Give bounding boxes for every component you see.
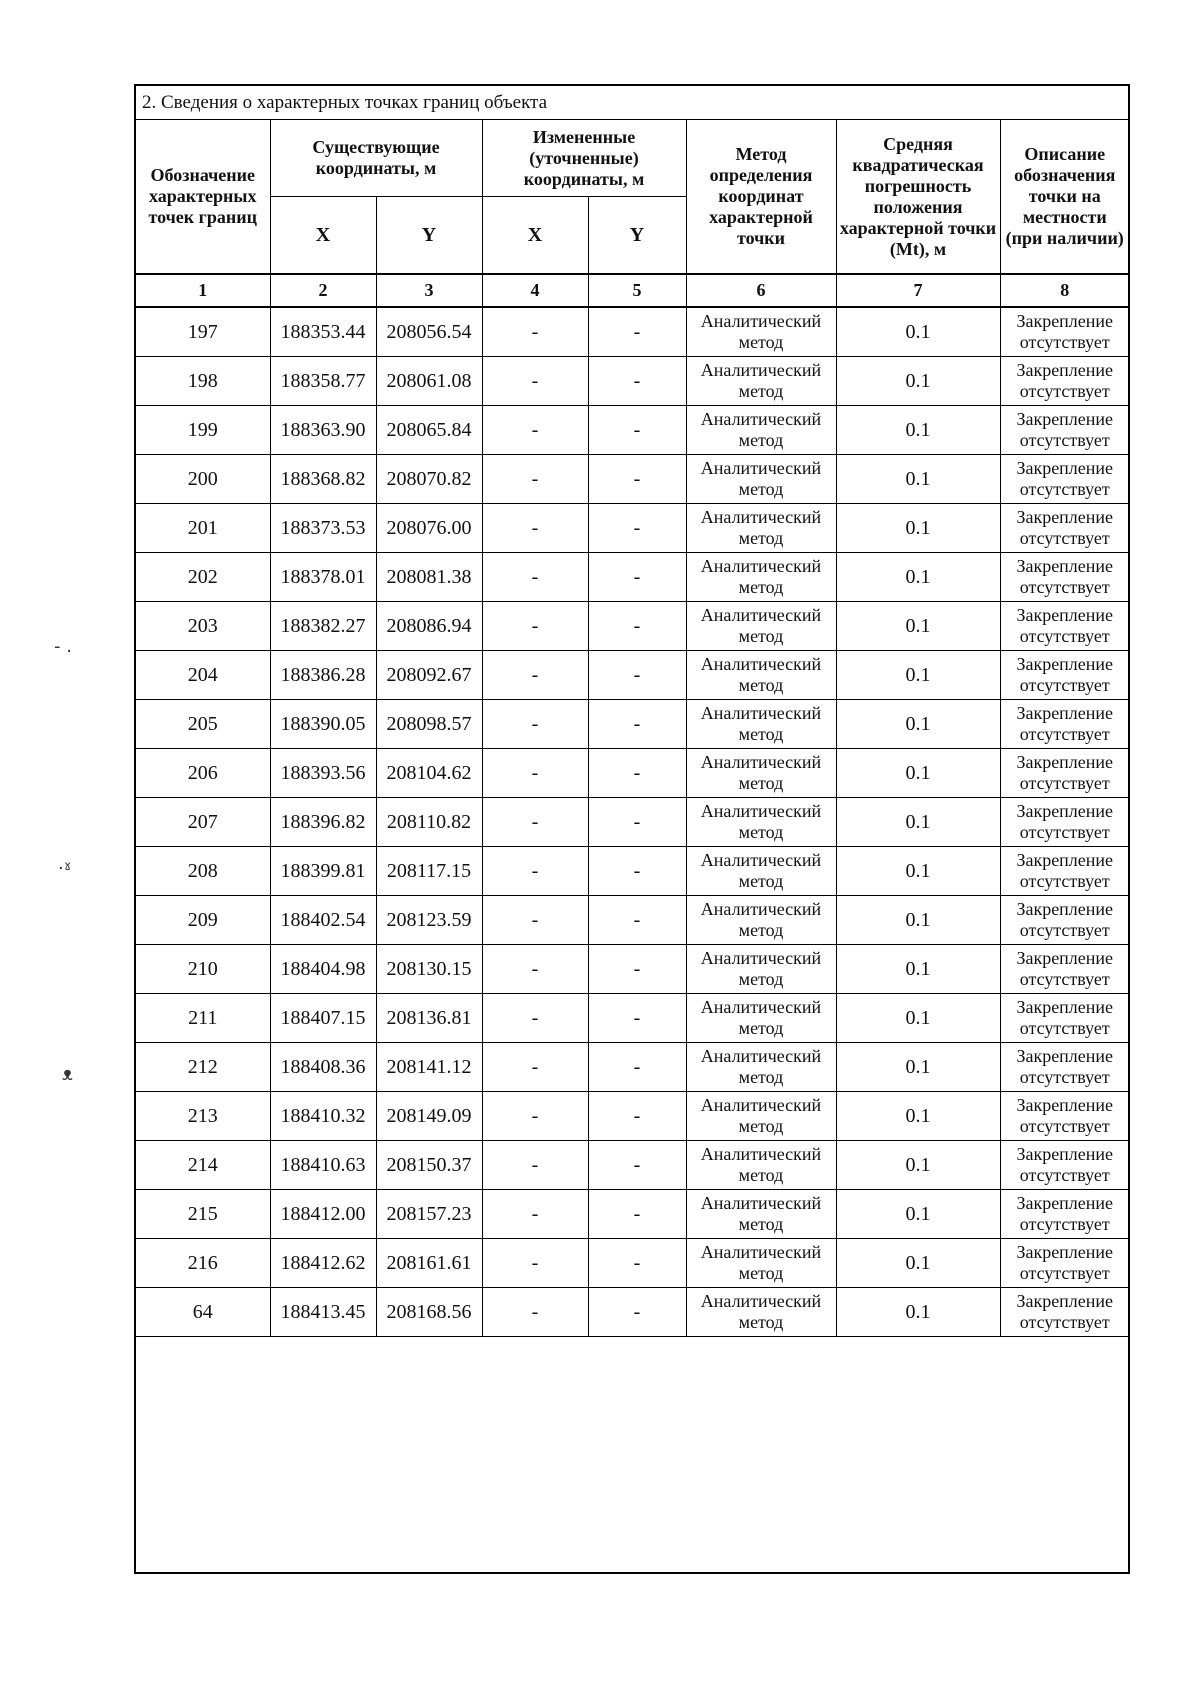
method-cell bbox=[686, 1043, 836, 1092]
x-cell: 188399.81 bbox=[270, 847, 376, 896]
method-cell bbox=[686, 651, 836, 700]
description-cell-line: отсутствует bbox=[1019, 577, 1110, 597]
x-cell: 188382.27 bbox=[270, 602, 376, 651]
y-cell: 208136.81 bbox=[376, 994, 482, 1043]
header-x: X bbox=[482, 197, 588, 275]
x-cell: 188373.53 bbox=[270, 504, 376, 553]
table-row bbox=[136, 896, 1129, 945]
method-cell-line: Аналитический bbox=[700, 1095, 822, 1115]
method-cell bbox=[686, 1141, 836, 1190]
x-cell: 188353.44 bbox=[270, 307, 376, 357]
method-cell-line: метод bbox=[738, 773, 784, 793]
x-cell: 188393.56 bbox=[270, 749, 376, 798]
new-y-cell: - bbox=[588, 994, 686, 1043]
x-cell: 188402.54 bbox=[270, 896, 376, 945]
section-title: 2. Сведения о характерных точках границ объекта bbox=[136, 86, 1128, 120]
description-cell bbox=[1000, 357, 1129, 406]
description-cell-line: Закрепление bbox=[1016, 1144, 1114, 1164]
description-cell-line: отсутствует bbox=[1019, 920, 1110, 940]
method-cell-line: метод bbox=[738, 1263, 784, 1283]
new-x-cell: - bbox=[482, 945, 588, 994]
description-cell bbox=[1000, 504, 1129, 553]
x-cell: 188386.28 bbox=[270, 651, 376, 700]
method-cell-line: метод bbox=[738, 675, 784, 695]
new-y-cell: - bbox=[588, 651, 686, 700]
y-cell: 208098.57 bbox=[376, 700, 482, 749]
y-cell: 208086.94 bbox=[376, 602, 482, 651]
error-cell: 0.1 bbox=[836, 602, 1000, 651]
method-cell-line: метод bbox=[738, 822, 784, 842]
y-cell: 208150.37 bbox=[376, 1141, 482, 1190]
method-cell-line: метод bbox=[738, 1214, 784, 1234]
description-cell bbox=[1000, 602, 1129, 651]
description-cell bbox=[1000, 847, 1129, 896]
point-cell: 64 bbox=[136, 1288, 270, 1337]
column-number: 5 bbox=[588, 274, 686, 307]
method-cell bbox=[686, 307, 836, 357]
method-cell bbox=[686, 700, 836, 749]
new-x-cell: - bbox=[482, 896, 588, 945]
header-point-designation: Обозначение характерных точек границ bbox=[136, 120, 270, 274]
new-y-cell: - bbox=[588, 602, 686, 651]
column-number: 4 bbox=[482, 274, 588, 307]
error-cell: 0.1 bbox=[836, 994, 1000, 1043]
description-cell-line: отсутствует bbox=[1019, 1018, 1110, 1038]
description-cell bbox=[1000, 896, 1129, 945]
new-y-cell: - bbox=[588, 847, 686, 896]
y-cell: 208157.23 bbox=[376, 1190, 482, 1239]
description-cell-line: отсутствует bbox=[1019, 1263, 1110, 1283]
y-cell: 208065.84 bbox=[376, 406, 482, 455]
description-cell-line: отсутствует bbox=[1019, 430, 1110, 450]
method-cell-line: Аналитический bbox=[700, 1144, 822, 1164]
description-cell-line: отсутствует bbox=[1019, 479, 1110, 499]
point-cell: 200 bbox=[136, 455, 270, 504]
method-cell-line: Аналитический bbox=[700, 703, 822, 723]
description-cell-line: отсутствует bbox=[1019, 1067, 1110, 1087]
error-cell: 0.1 bbox=[836, 1190, 1000, 1239]
table-row bbox=[136, 357, 1129, 406]
new-x-cell: - bbox=[482, 455, 588, 504]
description-cell-line: отсутствует bbox=[1019, 1214, 1110, 1234]
table-row bbox=[136, 1092, 1129, 1141]
margin-smudge: ᴥ bbox=[62, 1064, 73, 1085]
header-error: Средняя квадратическая погрешность положения характерной точки (Mt), м bbox=[836, 120, 1000, 274]
description-cell bbox=[1000, 651, 1129, 700]
description-cell-line: Закрепление bbox=[1016, 703, 1114, 723]
new-y-cell: - bbox=[588, 896, 686, 945]
x-cell: 188408.36 bbox=[270, 1043, 376, 1092]
margin-smudge: - . bbox=[54, 636, 72, 657]
error-cell: 0.1 bbox=[836, 896, 1000, 945]
error-cell: 0.1 bbox=[836, 1043, 1000, 1092]
column-number: 7 bbox=[836, 274, 1000, 307]
point-cell: 198 bbox=[136, 357, 270, 406]
new-x-cell: - bbox=[482, 1092, 588, 1141]
point-cell: 210 bbox=[136, 945, 270, 994]
y-cell: 208130.15 bbox=[376, 945, 482, 994]
method-cell-line: метод bbox=[738, 724, 784, 744]
method-cell-line: Аналитический bbox=[700, 605, 822, 625]
description-cell bbox=[1000, 307, 1129, 357]
table-row bbox=[136, 700, 1129, 749]
description-cell bbox=[1000, 994, 1129, 1043]
new-x-cell: - bbox=[482, 1239, 588, 1288]
description-cell-line: отсутствует bbox=[1019, 332, 1110, 352]
new-x-cell: - bbox=[482, 749, 588, 798]
method-cell-line: метод bbox=[738, 1116, 784, 1136]
new-y-cell: - bbox=[588, 1043, 686, 1092]
description-cell-line: Закрепление bbox=[1016, 948, 1114, 968]
method-cell bbox=[686, 1190, 836, 1239]
description-cell bbox=[1000, 455, 1129, 504]
description-cell bbox=[1000, 798, 1129, 847]
table-row bbox=[136, 1043, 1129, 1092]
description-cell-line: Закрепление bbox=[1016, 801, 1114, 821]
new-y-cell: - bbox=[588, 700, 686, 749]
new-y-cell: - bbox=[588, 1239, 686, 1288]
error-cell: 0.1 bbox=[836, 553, 1000, 602]
margin-smudge: ·ˠ bbox=[58, 858, 72, 879]
table-row bbox=[136, 504, 1129, 553]
method-cell bbox=[686, 504, 836, 553]
new-x-cell: - bbox=[482, 994, 588, 1043]
error-cell: 0.1 bbox=[836, 700, 1000, 749]
y-cell: 208081.38 bbox=[376, 553, 482, 602]
error-cell: 0.1 bbox=[836, 798, 1000, 847]
method-cell-line: Аналитический bbox=[700, 850, 822, 870]
description-cell-line: Закрепление bbox=[1016, 605, 1114, 625]
table-row bbox=[136, 307, 1129, 357]
column-number: 2 bbox=[270, 274, 376, 307]
error-cell: 0.1 bbox=[836, 1239, 1000, 1288]
new-y-cell: - bbox=[588, 307, 686, 357]
x-cell: 188413.45 bbox=[270, 1288, 376, 1337]
error-cell: 0.1 bbox=[836, 406, 1000, 455]
point-cell: 213 bbox=[136, 1092, 270, 1141]
description-cell-line: Закрепление bbox=[1016, 1095, 1114, 1115]
header-method: Метод определения координат характерной точки bbox=[686, 120, 836, 274]
y-cell: 208076.00 bbox=[376, 504, 482, 553]
method-cell-line: Аналитический bbox=[700, 458, 822, 478]
description-cell-line: Закрепление bbox=[1016, 507, 1114, 527]
new-y-cell: - bbox=[588, 504, 686, 553]
table-row bbox=[136, 1141, 1129, 1190]
description-cell-line: отсутствует bbox=[1019, 626, 1110, 646]
table-row bbox=[136, 602, 1129, 651]
y-cell: 208117.15 bbox=[376, 847, 482, 896]
table-row bbox=[136, 945, 1129, 994]
description-cell bbox=[1000, 1043, 1129, 1092]
column-number: 8 bbox=[1000, 274, 1129, 307]
y-cell: 208168.56 bbox=[376, 1288, 482, 1337]
description-cell-line: Закрепление bbox=[1016, 458, 1114, 478]
description-cell bbox=[1000, 1190, 1129, 1239]
boundary-points-table bbox=[136, 120, 1129, 1337]
error-cell: 0.1 bbox=[836, 1092, 1000, 1141]
table-row bbox=[136, 553, 1129, 602]
method-cell-line: метод bbox=[738, 871, 784, 891]
method-cell-line: метод bbox=[738, 381, 784, 401]
method-cell-line: Аналитический bbox=[700, 311, 822, 331]
method-cell-line: метод bbox=[738, 1067, 784, 1087]
method-cell bbox=[686, 357, 836, 406]
x-cell: 188396.82 bbox=[270, 798, 376, 847]
y-cell: 208092.67 bbox=[376, 651, 482, 700]
method-cell bbox=[686, 945, 836, 994]
new-x-cell: - bbox=[482, 406, 588, 455]
new-x-cell: - bbox=[482, 1141, 588, 1190]
description-cell bbox=[1000, 1092, 1129, 1141]
description-cell-line: Закрепление bbox=[1016, 899, 1114, 919]
point-cell: 197 bbox=[136, 307, 270, 357]
point-cell: 203 bbox=[136, 602, 270, 651]
point-cell: 202 bbox=[136, 553, 270, 602]
new-y-cell: - bbox=[588, 749, 686, 798]
table-row bbox=[136, 798, 1129, 847]
column-number-row bbox=[136, 274, 1129, 307]
x-cell: 188358.77 bbox=[270, 357, 376, 406]
description-cell-line: отсутствует bbox=[1019, 724, 1110, 744]
point-cell: 212 bbox=[136, 1043, 270, 1092]
method-cell-line: метод bbox=[738, 479, 784, 499]
error-cell: 0.1 bbox=[836, 455, 1000, 504]
description-cell bbox=[1000, 1239, 1129, 1288]
method-cell-line: Аналитический bbox=[700, 1291, 822, 1311]
method-cell-line: метод bbox=[738, 1018, 784, 1038]
point-cell: 215 bbox=[136, 1190, 270, 1239]
description-cell-line: отсутствует bbox=[1019, 969, 1110, 989]
description-cell-line: отсутствует bbox=[1019, 871, 1110, 891]
new-x-cell: - bbox=[482, 1190, 588, 1239]
new-x-cell: - bbox=[482, 307, 588, 357]
table-row bbox=[136, 994, 1129, 1043]
description-cell-line: Закрепление bbox=[1016, 1291, 1114, 1311]
point-cell: 205 bbox=[136, 700, 270, 749]
new-x-cell: - bbox=[482, 504, 588, 553]
column-number: 3 bbox=[376, 274, 482, 307]
new-y-cell: - bbox=[588, 945, 686, 994]
error-cell: 0.1 bbox=[836, 651, 1000, 700]
error-cell: 0.1 bbox=[836, 1141, 1000, 1190]
description-cell-line: Закрепление bbox=[1016, 311, 1114, 331]
method-cell-line: метод bbox=[738, 626, 784, 646]
error-cell: 0.1 bbox=[836, 749, 1000, 798]
new-x-cell: - bbox=[482, 357, 588, 406]
method-cell bbox=[686, 1239, 836, 1288]
y-cell: 208161.61 bbox=[376, 1239, 482, 1288]
table-row bbox=[136, 1239, 1129, 1288]
description-cell-line: Закрепление bbox=[1016, 1242, 1114, 1262]
point-cell: 214 bbox=[136, 1141, 270, 1190]
method-cell-line: Аналитический bbox=[700, 654, 822, 674]
method-cell bbox=[686, 1288, 836, 1337]
method-cell-line: метод bbox=[738, 332, 784, 352]
point-cell: 209 bbox=[136, 896, 270, 945]
x-cell: 188412.00 bbox=[270, 1190, 376, 1239]
method-cell-line: Аналитический bbox=[700, 1242, 822, 1262]
column-number: 1 bbox=[136, 274, 270, 307]
method-cell-line: метод bbox=[738, 430, 784, 450]
new-x-cell: - bbox=[482, 1043, 588, 1092]
table-row bbox=[136, 1190, 1129, 1239]
method-cell bbox=[686, 749, 836, 798]
header-y: Y bbox=[376, 197, 482, 275]
method-cell-line: Аналитический bbox=[700, 507, 822, 527]
error-cell: 0.1 bbox=[836, 357, 1000, 406]
description-cell bbox=[1000, 1288, 1129, 1337]
error-cell: 0.1 bbox=[836, 504, 1000, 553]
method-cell bbox=[686, 798, 836, 847]
point-cell: 207 bbox=[136, 798, 270, 847]
description-cell-line: отсутствует bbox=[1019, 381, 1110, 401]
method-cell-line: метод bbox=[738, 920, 784, 940]
y-cell: 208123.59 bbox=[376, 896, 482, 945]
method-cell-line: Аналитический bbox=[700, 1046, 822, 1066]
point-cell: 208 bbox=[136, 847, 270, 896]
new-x-cell: - bbox=[482, 847, 588, 896]
new-x-cell: - bbox=[482, 700, 588, 749]
table-row bbox=[136, 847, 1129, 896]
description-cell-line: Закрепление bbox=[1016, 752, 1114, 772]
error-cell: 0.1 bbox=[836, 847, 1000, 896]
method-cell bbox=[686, 455, 836, 504]
new-x-cell: - bbox=[482, 798, 588, 847]
document-frame bbox=[134, 84, 1130, 1574]
y-cell: 208061.08 bbox=[376, 357, 482, 406]
x-cell: 188410.32 bbox=[270, 1092, 376, 1141]
method-cell-line: Аналитический bbox=[700, 360, 822, 380]
new-y-cell: - bbox=[588, 798, 686, 847]
error-cell: 0.1 bbox=[836, 1288, 1000, 1337]
y-cell: 208070.82 bbox=[376, 455, 482, 504]
description-cell-line: Закрепление bbox=[1016, 409, 1114, 429]
table-row bbox=[136, 1288, 1129, 1337]
description-cell-line: отсутствует bbox=[1019, 1312, 1110, 1332]
point-cell: 211 bbox=[136, 994, 270, 1043]
method-cell-line: Аналитический bbox=[700, 997, 822, 1017]
x-cell: 188410.63 bbox=[270, 1141, 376, 1190]
description-cell-line: Закрепление bbox=[1016, 360, 1114, 380]
new-x-cell: - bbox=[482, 553, 588, 602]
method-cell-line: метод bbox=[738, 1165, 784, 1185]
new-y-cell: - bbox=[588, 1190, 686, 1239]
method-cell-line: метод bbox=[738, 969, 784, 989]
method-cell-line: метод bbox=[738, 528, 784, 548]
header-y: Y bbox=[588, 197, 686, 275]
method-cell-line: Аналитический bbox=[700, 752, 822, 772]
method-cell bbox=[686, 1092, 836, 1141]
description-cell-line: отсутствует bbox=[1019, 773, 1110, 793]
point-cell: 204 bbox=[136, 651, 270, 700]
method-cell-line: Аналитический bbox=[700, 1193, 822, 1213]
x-cell: 188368.82 bbox=[270, 455, 376, 504]
header-changed-coords: Измененные (уточненные) координаты, м bbox=[482, 120, 686, 197]
x-cell: 188363.90 bbox=[270, 406, 376, 455]
column-number: 6 bbox=[686, 274, 836, 307]
header-x: X bbox=[270, 197, 376, 275]
table-body bbox=[136, 307, 1129, 1337]
x-cell: 188412.62 bbox=[270, 1239, 376, 1288]
new-x-cell: - bbox=[482, 1288, 588, 1337]
header-existing-coords: Существующие координаты, м bbox=[270, 120, 482, 197]
y-cell: 208110.82 bbox=[376, 798, 482, 847]
error-cell: 0.1 bbox=[836, 307, 1000, 357]
new-x-cell: - bbox=[482, 651, 588, 700]
description-cell-line: Закрепление bbox=[1016, 850, 1114, 870]
error-cell: 0.1 bbox=[836, 945, 1000, 994]
method-cell-line: Аналитический bbox=[700, 801, 822, 821]
method-cell-line: Аналитический bbox=[700, 899, 822, 919]
method-cell-line: Аналитический bbox=[700, 948, 822, 968]
y-cell: 208104.62 bbox=[376, 749, 482, 798]
table-row bbox=[136, 455, 1129, 504]
x-cell: 188378.01 bbox=[270, 553, 376, 602]
method-cell bbox=[686, 994, 836, 1043]
method-cell bbox=[686, 602, 836, 651]
method-cell bbox=[686, 896, 836, 945]
description-cell-line: отсутствует bbox=[1019, 1116, 1110, 1136]
description-cell bbox=[1000, 945, 1129, 994]
description-cell bbox=[1000, 749, 1129, 798]
method-cell bbox=[686, 847, 836, 896]
method-cell bbox=[686, 553, 836, 602]
description-cell-line: Закрепление bbox=[1016, 556, 1114, 576]
new-y-cell: - bbox=[588, 455, 686, 504]
x-cell: 188404.98 bbox=[270, 945, 376, 994]
description-cell bbox=[1000, 1141, 1129, 1190]
method-cell-line: метод bbox=[738, 1312, 784, 1332]
new-y-cell: - bbox=[588, 1141, 686, 1190]
new-y-cell: - bbox=[588, 553, 686, 602]
y-cell: 208141.12 bbox=[376, 1043, 482, 1092]
description-cell-line: Закрепление bbox=[1016, 1046, 1114, 1066]
description-cell bbox=[1000, 553, 1129, 602]
description-cell-line: Закрепление bbox=[1016, 997, 1114, 1017]
y-cell: 208149.09 bbox=[376, 1092, 482, 1141]
description-cell-line: Закрепление bbox=[1016, 1193, 1114, 1213]
table-row bbox=[136, 749, 1129, 798]
point-cell: 206 bbox=[136, 749, 270, 798]
point-cell: 201 bbox=[136, 504, 270, 553]
new-y-cell: - bbox=[588, 357, 686, 406]
header-description: Описание обозначения точки на местности (при наличии) bbox=[1000, 120, 1129, 274]
new-y-cell: - bbox=[588, 406, 686, 455]
new-x-cell: - bbox=[482, 602, 588, 651]
method-cell-line: Аналитический bbox=[700, 409, 822, 429]
method-cell-line: метод bbox=[738, 577, 784, 597]
new-y-cell: - bbox=[588, 1288, 686, 1337]
table-row bbox=[136, 406, 1129, 455]
x-cell: 188407.15 bbox=[270, 994, 376, 1043]
method-cell-line: Аналитический bbox=[700, 556, 822, 576]
description-cell-line: Закрепление bbox=[1016, 654, 1114, 674]
description-cell bbox=[1000, 406, 1129, 455]
point-cell: 216 bbox=[136, 1239, 270, 1288]
table-row bbox=[136, 651, 1129, 700]
description-cell-line: отсутствует bbox=[1019, 675, 1110, 695]
method-cell bbox=[686, 406, 836, 455]
x-cell: 188390.05 bbox=[270, 700, 376, 749]
new-y-cell: - bbox=[588, 1092, 686, 1141]
y-cell: 208056.54 bbox=[376, 307, 482, 357]
description-cell-line: отсутствует bbox=[1019, 1165, 1110, 1185]
description-cell bbox=[1000, 700, 1129, 749]
point-cell: 199 bbox=[136, 406, 270, 455]
description-cell-line: отсутствует bbox=[1019, 822, 1110, 842]
description-cell-line: отсутствует bbox=[1019, 528, 1110, 548]
